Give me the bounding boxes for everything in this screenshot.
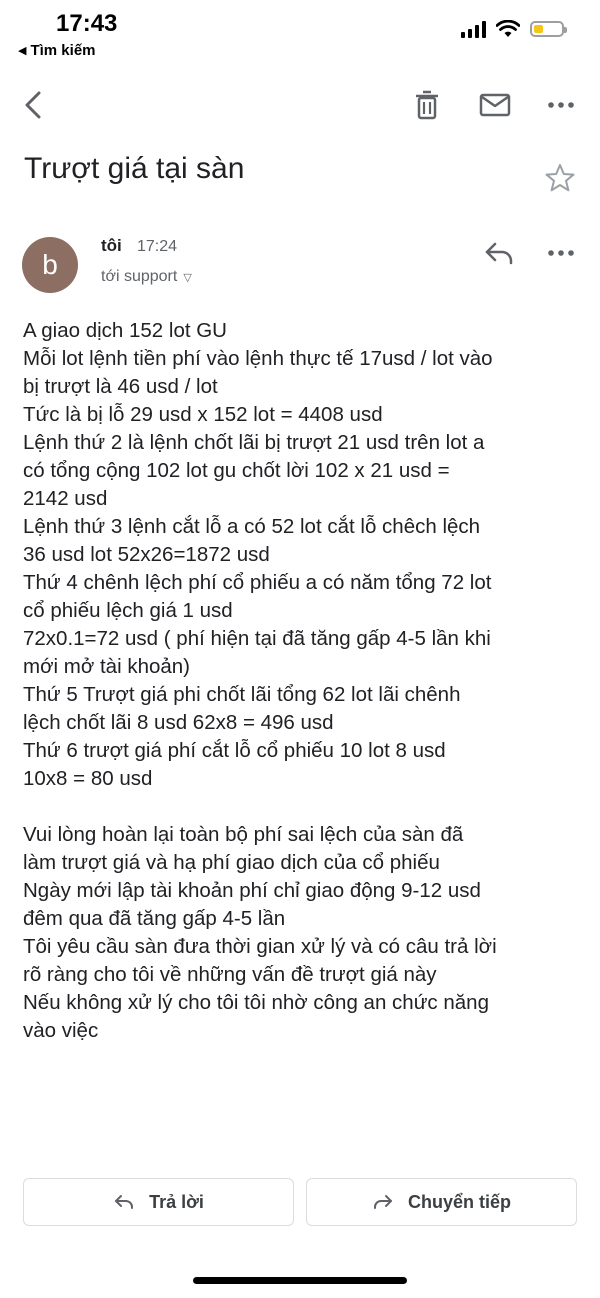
back-arrow-icon[interactable] [18, 88, 48, 122]
body-line: Nếu không xử lý cho tôi tôi nhờ công an chức năng [23, 991, 489, 1014]
wifi-icon [496, 20, 520, 38]
body-line: vào việc [23, 1019, 99, 1042]
body-line: lệch chốt lãi 8 usd 62x8 = 496 usd [23, 711, 334, 734]
body-line: 2142 usd [23, 487, 108, 510]
body-line: đêm qua đã tăng gấp 4-5 lần [23, 907, 286, 930]
message-more-icon[interactable] [544, 238, 578, 268]
message-time: 17:24 [137, 238, 178, 255]
home-indicator[interactable] [193, 1277, 407, 1284]
recipient-label: tới support [101, 268, 178, 285]
body-line: Vui lòng hoàn lại toàn bộ phí sai lệch của sàn đã [23, 823, 464, 846]
back-triangle-icon: ◀ [18, 45, 27, 57]
avatar[interactable]: b [22, 237, 78, 293]
body-line: bị trượt là 46 usd / lot [23, 375, 218, 398]
status-indicators [461, 20, 564, 38]
status-time: 17:43 [56, 10, 118, 37]
body-line: Thứ 4 chênh lệch phí cổ phiếu a có năm tổng 72 lot [23, 571, 492, 594]
forward-button-icon [372, 1193, 394, 1211]
email-body [23, 317, 588, 1045]
body-line: Ngày mới lập tài khoản phí chỉ giao động 9-12 usd [23, 879, 481, 902]
body-line: 72x0.1=72 usd ( phí hiện tại đã tăng gấp 4-5 lần khi [23, 627, 491, 650]
reply-button-icon [113, 1193, 135, 1211]
back-to-search-label: Tìm kiếm [30, 42, 96, 59]
email-toolbar [0, 80, 600, 130]
reply-button[interactable] [23, 1178, 294, 1226]
reply-button-label: Trả lời [149, 1191, 204, 1212]
body-line: Lệnh thứ 2 là lệnh chốt lãi bị trượt 21 usd trên lot a [23, 431, 485, 454]
chevron-down-icon: ▽ [183, 271, 192, 284]
body-line: Lệnh thứ 3 lệnh cắt lỗ a có 52 lot cắt lỗ chêch lệch [23, 515, 481, 538]
forward-button[interactable] [306, 1178, 577, 1226]
mail-icon[interactable] [478, 88, 512, 122]
body-line: Thứ 5 Trượt giá phi chốt lãi tổng 62 lot lãi chênh [23, 683, 461, 706]
recipient-toggle[interactable] [101, 268, 192, 286]
body-line: Tôi yêu cầu sàn đưa thời gian xử lý và có câu trả lời [23, 935, 497, 958]
status-bar [0, 0, 600, 70]
battery-icon [530, 21, 564, 37]
email-subject: Trượt giá tại sàn [24, 152, 245, 185]
body-line: Mỗi lot lệnh tiền phí vào lệnh thực tế 17usd / lot vào [23, 347, 493, 370]
sender-name: tôi [101, 236, 122, 255]
body-line: Tức là bị lỗ 29 usd x 152 lot = 4408 usd [23, 403, 383, 426]
body-line: làm trượt giá và hạ phí giao dịch của cổ phiếu [23, 851, 440, 874]
body-line: cổ phiếu lệch giá 1 usd [23, 599, 233, 622]
body-line: Thứ 6 trượt giá phí cắt lỗ cổ phiếu 10 lot 8 usd [23, 739, 446, 762]
cellular-signal-icon [461, 20, 486, 38]
back-to-search-link[interactable] [18, 42, 96, 59]
body-line: mới mở tài khoản) [23, 655, 191, 678]
forward-button-label: Chuyển tiếp [407, 1191, 511, 1212]
body-line: A giao dịch 152 lot GU [23, 319, 227, 342]
body-line: 36 usd lot 52x26=1872 usd [23, 543, 270, 566]
star-icon[interactable] [544, 162, 576, 194]
reply-icon[interactable] [482, 238, 516, 268]
body-line: rõ ràng cho tôi về những vấn đề trượt giá này [23, 963, 437, 986]
trash-icon[interactable] [412, 88, 442, 122]
body-line: có tổng cộng 102 lot gu chốt lời 102 x 21 usd = [23, 459, 450, 482]
body-blank-line [23, 793, 588, 821]
body-line: 10x8 = 80 usd [23, 767, 153, 790]
more-horizontal-icon[interactable] [544, 88, 578, 122]
